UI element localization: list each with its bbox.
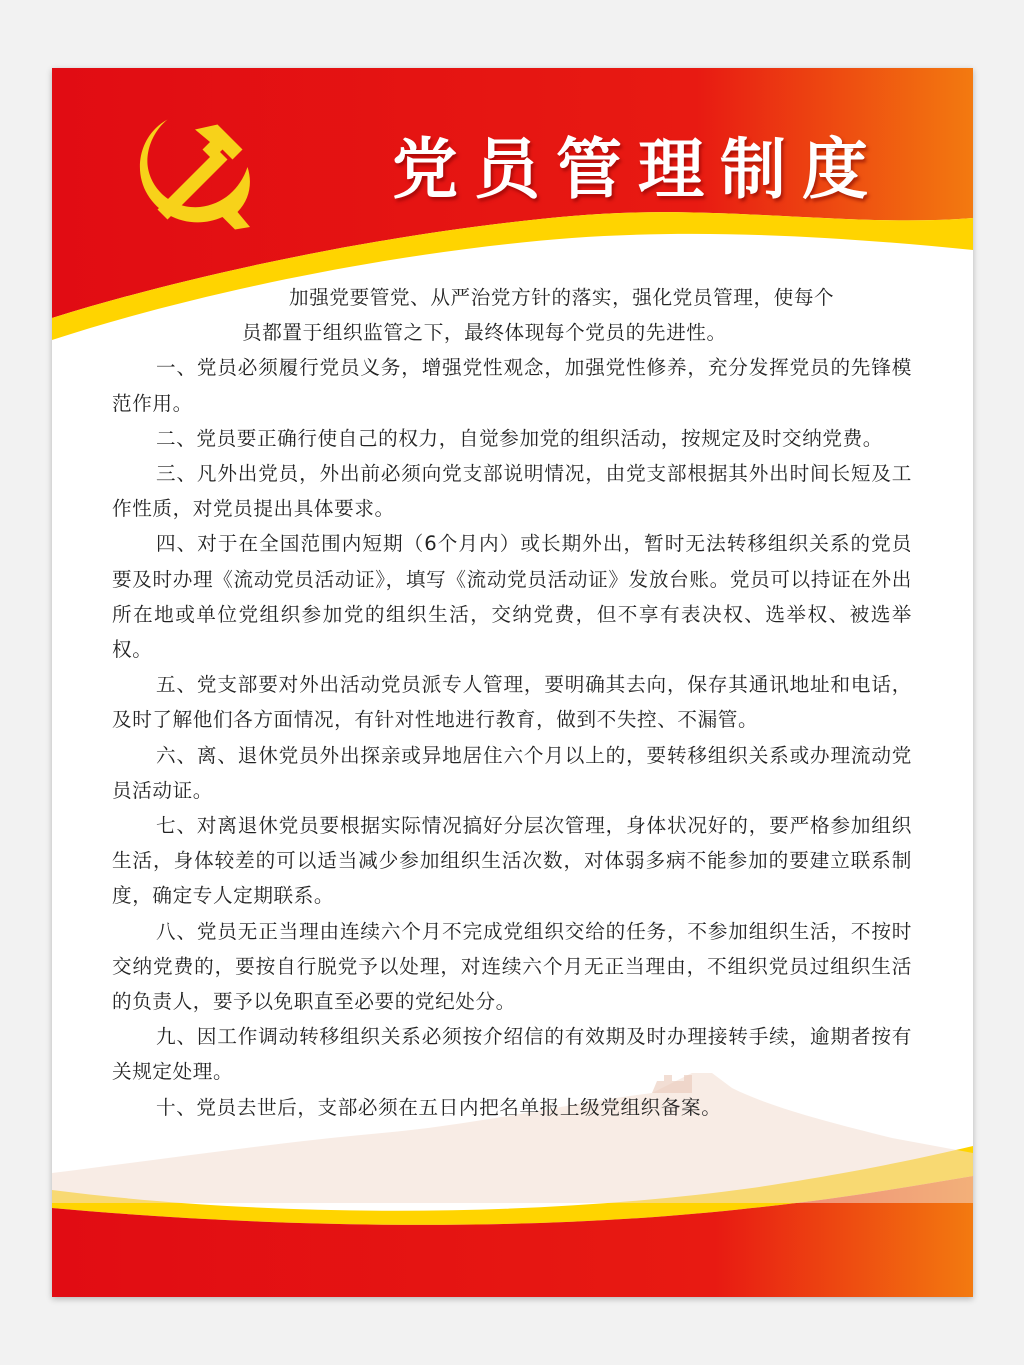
page-title: 党员管理制度 [392, 131, 884, 208]
rule-item-7: 七、对离退休党员要根据实际情况搞好分层次管理，身体状况好的，要严格参加组织生活，身体较差的可以适当减少参加组织生活次数，对体弱多病不能参加的要建立联系制度，确定专人定期联系。 [112, 814, 912, 908]
rule-item-1: 一、党员必须履行党员义务，增强党性观念，加强党性修养，充分发挥党员的先锋模范作用。 [112, 356, 912, 415]
rule-item-2: 二、党员要正确行使自己的权力，自觉参加党的组织活动，按规定及时交纳党费。 [156, 426, 883, 450]
rule-item-5: 五、党支部要对外出活动党员派专人管理，要明确其去向，保存其通讯地址和电话，及时了解他们各方面情况，有针对性地进行教育，做到不失控、不漏管。 [112, 673, 912, 732]
rule-item-4: 四、对于在全国范围内短期（6个月内）或长期外出，暂时无法转移组织关系的党员要及时办理《流动党员活动证》，填写《流动党员活动证》发放台账。党员可以持证在外出所在地或单位党组织参加党的组织生活，交纳党费，但不享有表决权、选举权、被选举权。 [112, 532, 912, 662]
intro-line-2: 员都置于组织监管之下，最终体现每个党员的先进性。 [242, 321, 727, 345]
rule-item-3: 三、凡外出党员，外出前必须向党支部说明情况，由党支部根据其外出时间长短及工作性质，对党员提出具体要求。 [112, 462, 912, 521]
notice-board [52, 68, 973, 1297]
document-body [112, 280, 912, 1125]
rule-item-8: 八、党员无正当理由连续六个月不完成党组织交给的任务，不参加组织生活，不按时交纳党费的，要按自行脱党予以处理，对连续六个月无正当理由，不组织党员过组织生活的负责人，要予以免职直至必要的党纪处分。 [112, 919, 912, 1014]
rule-item-9: 九、因工作调动转移组织关系必须按介绍信的有效期及时办理接转手续，逾期者按有关规定处理。 [112, 1025, 912, 1084]
intro-line-1: 加强党要管党、从严治党方针的落实，强化党员管理，使每个 [289, 286, 835, 309]
rule-item-10: 十、党员去世后，支部必须在五日内把名单报上级党组织备案。 [156, 1095, 722, 1119]
hammer-sickle-icon [130, 112, 255, 237]
rule-item-6: 六、离、退休党员外出探亲或异地居住六个月以上的，要转移组织关系或办理流动党员活动证。 [112, 743, 912, 802]
